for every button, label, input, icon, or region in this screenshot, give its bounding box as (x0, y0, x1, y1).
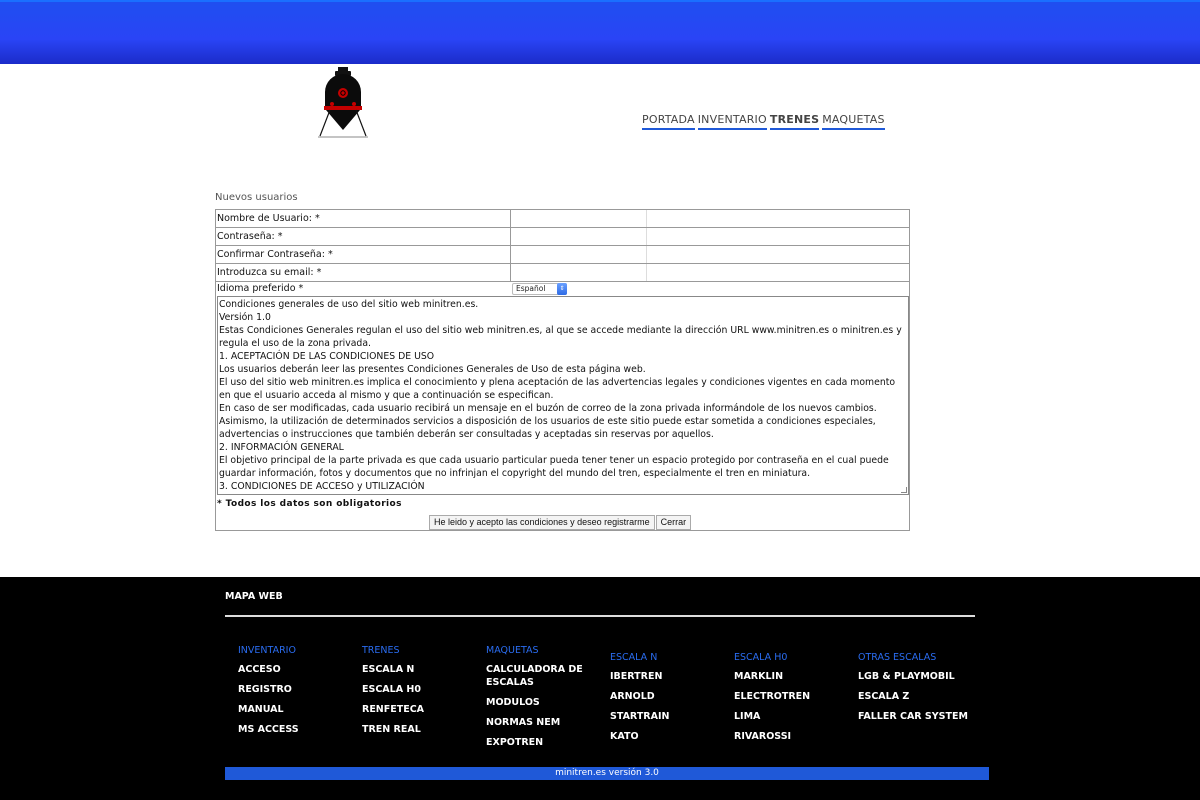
form-actions (429, 515, 691, 530)
footer-col-heading[interactable]: ESCALA H0 (734, 652, 788, 663)
password-hint (647, 228, 909, 245)
username-row (216, 210, 909, 228)
close-button[interactable]: Cerrar (656, 515, 692, 530)
nav-inventario[interactable]: INVENTARIO (698, 113, 767, 130)
email-row (216, 264, 909, 282)
confirm-password-input[interactable] (511, 246, 646, 263)
nav-trenes[interactable]: TRENES (770, 113, 819, 130)
footer-col-trenes (362, 645, 472, 743)
footer-link[interactable]: IBERTREN (610, 671, 663, 682)
terms-line: Estas Condiciones Generales regulan el uso del sitio web minitren.es, al que se accede mediante la dirección URL www.minitren.es o minitren.es y regula el uso de la zona privada. (219, 325, 902, 349)
resize-handle-icon[interactable] (901, 487, 907, 493)
footer-link[interactable]: EXPOTREN (486, 737, 544, 748)
password-row (216, 228, 909, 246)
footer-link[interactable]: STARTRAIN (610, 711, 670, 722)
footer-link[interactable]: NORMAS NEM (486, 717, 561, 728)
terms-line: El objetivo principal de la parte privada es que cada usuario particular pueda tener tener un espacio protegido por contraseña en el cual puede guardar información, fotos y documentos que no infrinjan el copyright del mundo del tren, especialmente el tren en miniatura. (219, 455, 889, 479)
footer-col-otras-escalas (858, 652, 988, 730)
footer-link[interactable]: ELECTROTREN (734, 691, 811, 702)
version-bar: minitren.es versión 3.0 (225, 767, 989, 780)
footer-col-escala-n (610, 652, 720, 750)
language-selected: Español (516, 284, 546, 293)
nav-portada[interactable]: PORTADA (642, 113, 695, 130)
confirm-password-hint (647, 246, 909, 263)
footer-link[interactable]: CALCULADORA DE ESCALAS (486, 664, 583, 688)
footer-link[interactable]: MANUAL (238, 704, 284, 715)
language-select[interactable] (512, 283, 567, 295)
footer-col-inventario (238, 645, 348, 743)
footer-link[interactable]: REGISTRO (238, 684, 292, 695)
footer-link[interactable]: ACCESO (238, 664, 281, 675)
footer-sitemap-title: MAPA WEB (225, 591, 283, 602)
footer-link[interactable]: MS ACCESS (238, 724, 299, 735)
terms-line: Asimismo, la utilización de determinados servicios a disposición de los usuarios de este sitio puede estar sometida a condiciones especiales, advertencias o instrucciones que también deberán ser consultadas y aceptadas sin reservas por aquellos. (219, 416, 876, 440)
accept-register-button[interactable]: He leido y acepto las condiciones y deseo registrarme (429, 515, 655, 530)
main-nav (642, 113, 885, 130)
footer-link[interactable]: RENFETECA (362, 704, 425, 715)
nav-maquetas[interactable]: MAQUETAS (822, 113, 884, 130)
footer-link[interactable]: ESCALA H0 (362, 684, 421, 695)
language-label: Idioma preferido * (217, 283, 304, 294)
terms-line: En caso de ser modificadas, cada usuario recibirá un mensaje en el buzón de correo de la zona privada informándole de los nuevos cambios. (219, 403, 877, 414)
top-banner (0, 0, 1200, 64)
email-label: Introduzca su email: * (217, 267, 322, 278)
username-hint (647, 210, 909, 227)
select-arrows-icon: ⇕ (557, 283, 567, 295)
terms-line: El uso del sitio web minitren.es implica el conocimiento y plena aceptación de las advertencias legales y condiciones vigentes en cada momento en que el usuario acceda al mismo y que a continuación se especifican. (219, 377, 896, 401)
email-hint (647, 264, 909, 281)
terms-line: Condiciones generales de uso del sitio web minitren.es. (219, 299, 479, 310)
footer-link[interactable]: ESCALA Z (858, 691, 910, 702)
footer-col-heading[interactable]: ESCALA N (610, 652, 658, 663)
password-input[interactable] (511, 228, 646, 245)
footer-col-heading[interactable]: INVENTARIO (238, 645, 296, 656)
footer-link[interactable]: RIVAROSSI (734, 731, 792, 742)
terms-line: Versión 1.0 (219, 312, 271, 323)
email-input[interactable] (511, 264, 646, 281)
footer-link[interactable]: FALLER CAR SYSTEM (858, 711, 968, 722)
footer-col-heading[interactable]: MAQUETAS (486, 645, 539, 656)
footer-col-heading[interactable]: OTRAS ESCALAS (858, 652, 937, 663)
footer-link[interactable]: ESCALA N (362, 664, 415, 675)
footer-link[interactable]: MODULOS (486, 697, 540, 708)
confirm-password-row (216, 246, 909, 264)
footer-link[interactable]: LGB & PLAYMOBIL (858, 671, 955, 682)
footer (0, 577, 1200, 800)
language-row (216, 282, 909, 296)
terms-line: 3. CONDICIONES DE ACCESO y UTILIZACIÓN (219, 481, 425, 492)
confirm-password-label: Confirmar Contraseña: * (217, 249, 333, 260)
footer-link[interactable]: MARKLIN (734, 671, 784, 682)
footer-link[interactable]: LIMA (734, 711, 761, 722)
footer-col-escala-h0 (734, 652, 844, 750)
footer-col-heading[interactable]: TRENES (362, 645, 400, 656)
terms-textarea[interactable] (217, 296, 909, 495)
required-note: * Todos los datos son obligatorios (217, 499, 402, 509)
footer-col-maquetas (486, 645, 586, 756)
password-label: Contraseña: * (217, 231, 283, 242)
footer-divider (225, 615, 975, 617)
username-label: Nombre de Usuario: * (217, 213, 320, 224)
terms-line: 2. INFORMACIÓN GENERAL (219, 442, 344, 453)
username-input[interactable] (511, 210, 646, 227)
terms-line: 1. ACEPTACIÓN DE LAS CONDICIONES DE USO (219, 351, 435, 362)
terms-line: Los usuarios deberán leer las presentes Condiciones Generales de Uso de esta página web. (219, 364, 646, 375)
registration-form (215, 209, 910, 531)
footer-link[interactable]: TREN REAL (362, 724, 421, 735)
locomotive-logo-icon[interactable] (318, 66, 368, 138)
section-title: Nuevos usuarios (215, 192, 298, 203)
footer-link[interactable]: KATO (610, 731, 639, 742)
footer-link[interactable]: ARNOLD (610, 691, 655, 702)
